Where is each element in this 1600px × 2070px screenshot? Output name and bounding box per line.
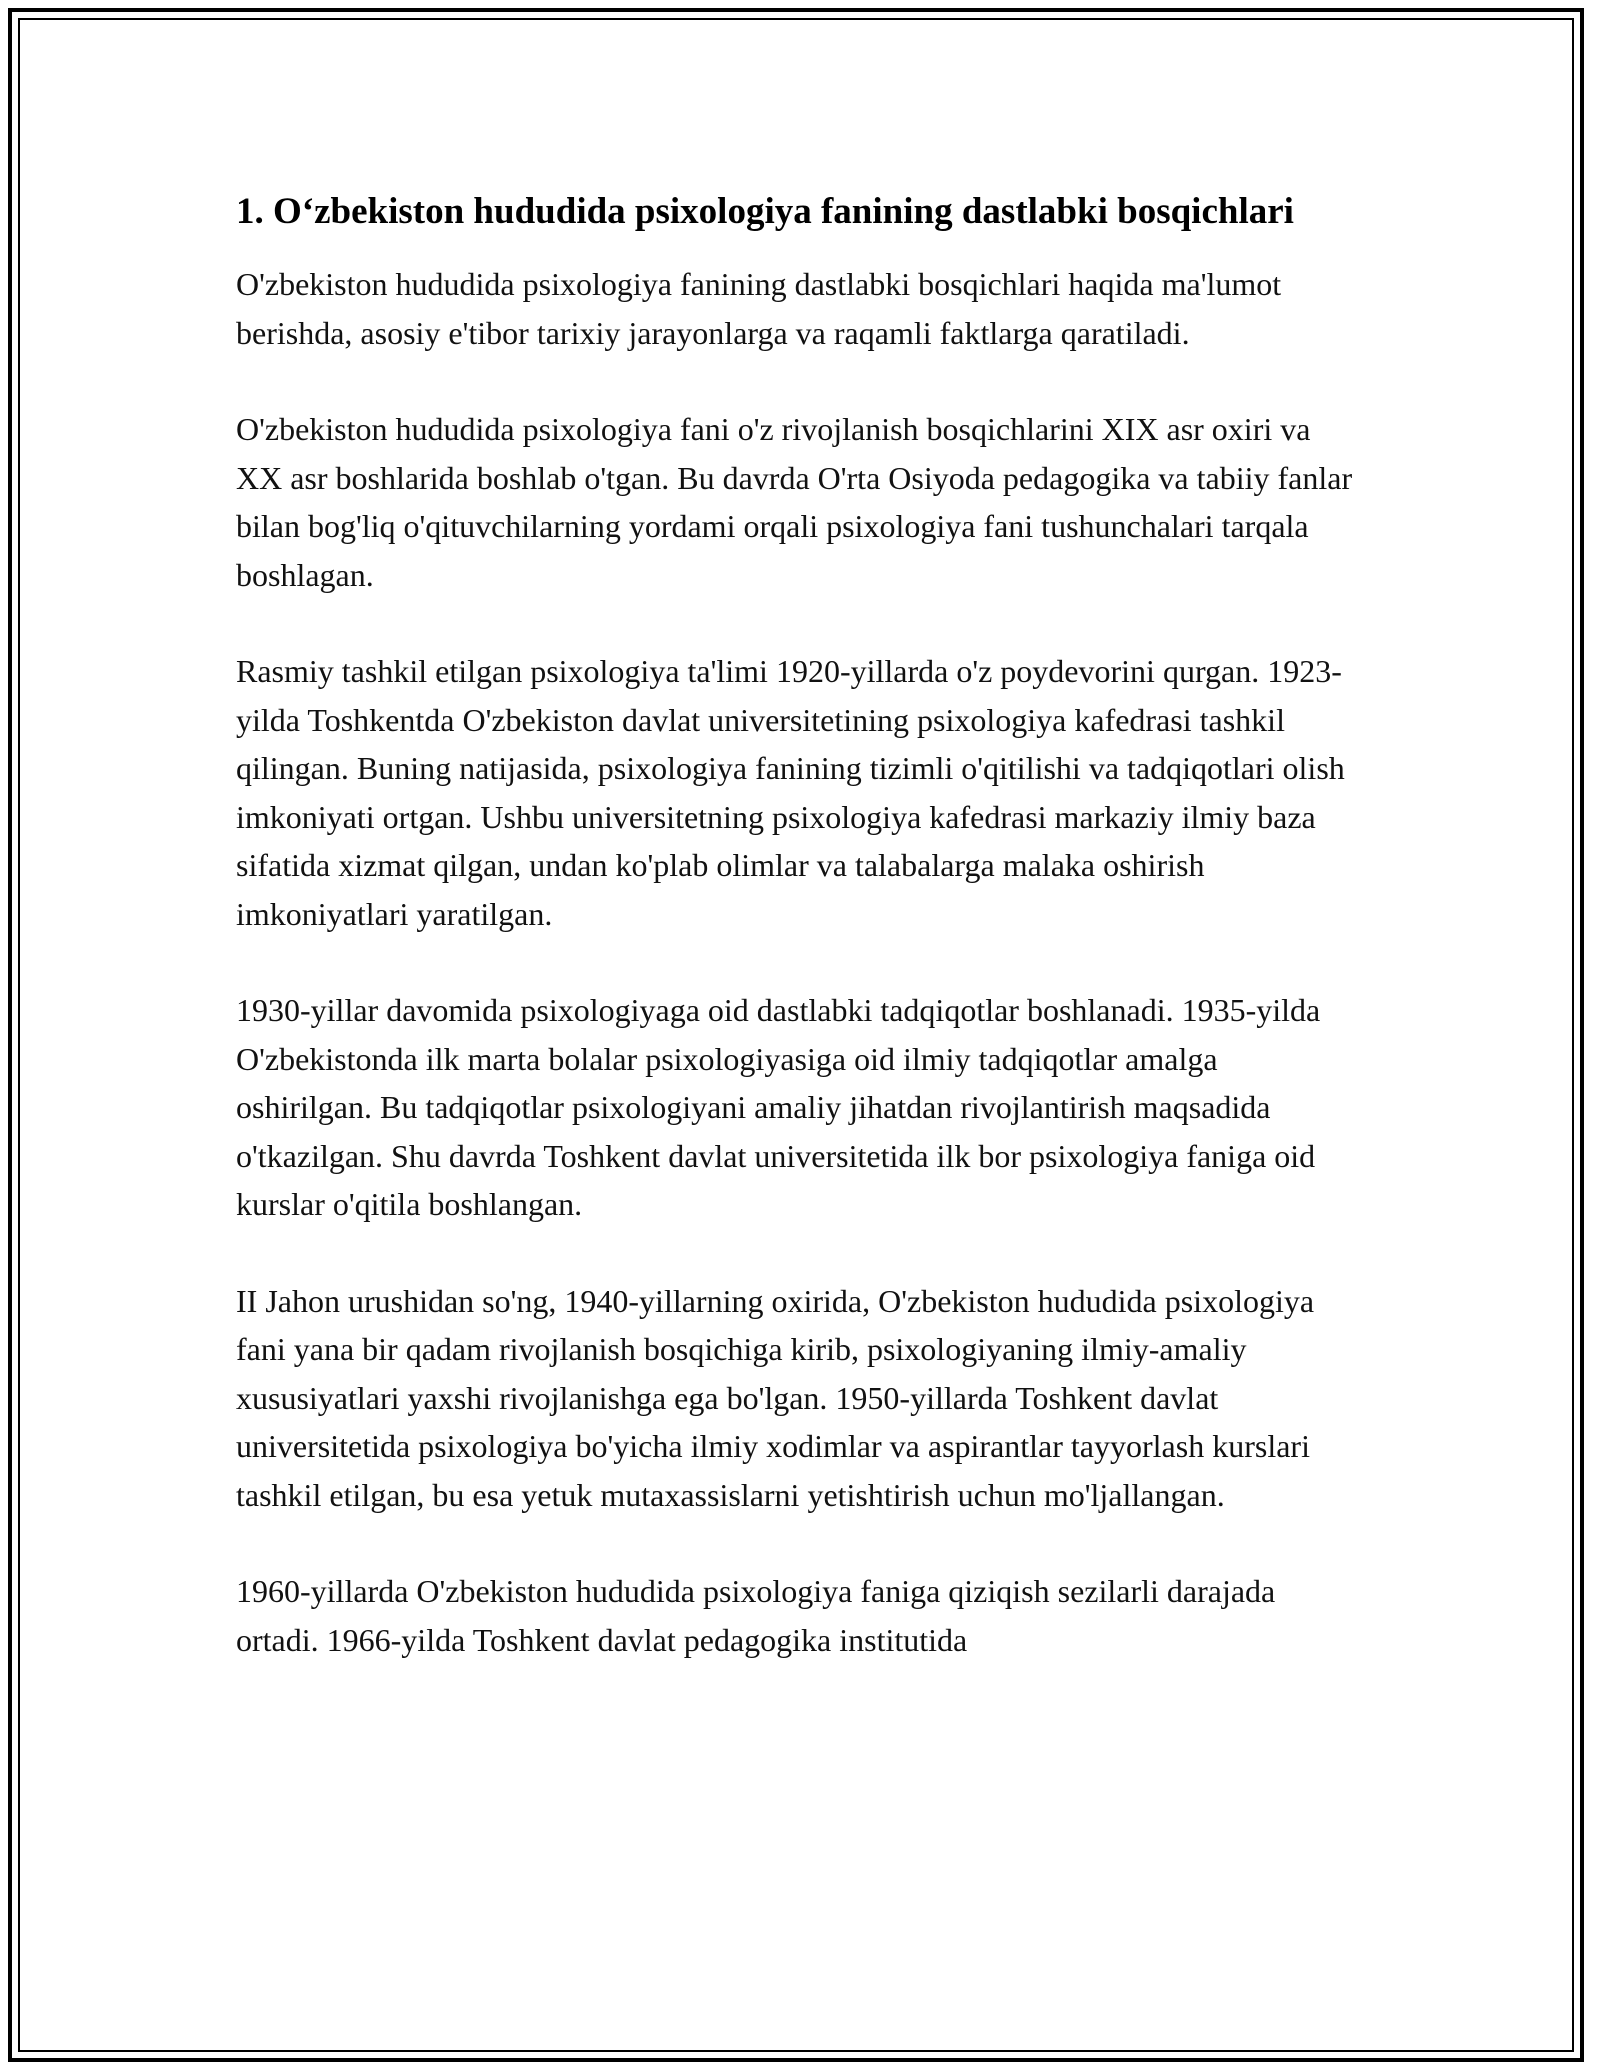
section-title: 1. Oʻzbekiston hududida psixologiya fanining dastlabki bosqichlari	[236, 191, 1294, 232]
paragraph-post-war: II Jahon urushidan so'ng, 1940-yillarning oxirida, O'zbekiston hududida psixologiya fani yana bir qadam rivojlanish bosqichiga kirib, psixologiyaning ilmiy-amaliy xususiyatlari yaxshi rivojlanishga ega bo'lgan. 1950-yillarda Toshkent davlat universitetida psixologiya bo'yicha ilmiy xodimlar va aspirantlar tayyorlash kurslari tashkil etilgan, bu esa yetuk mutaxassislarni yetishtirish uchun mo'ljallangan.	[236, 1282, 1315, 1513]
document-body	[236, 186, 1356, 1712]
paragraph-1920s: Rasmiy tashkil etilgan psixologiya ta'limi 1920-yillarda o'z poydevorini qurgan. 1923-yilda Toshkentda O'zbekiston davlat universitetining psixologiya kafedrasi tashkil qilingan. Buning natijasida, psixologiya fanining tizimli o'qitilishi va tadqiqotlari olish imkoniyati ortgan. Ushbu universitetning psixologiya kafedrasi markaziy ilmiy baza sifatida xizmat qilgan, undan ko'plab olimlar va talabalarga malaka oshirish imkoniyatlari yaratilgan.	[236, 653, 1345, 932]
paragraph-intro: O'zbekiston hududida psixologiya fanining dastlabki bosqichlari haqida ma'lumot berishda, asosiy e'tibor tarixiy jarayonlarga va raqamli faktlarga qaratiladi.	[236, 266, 1282, 351]
paragraph-1960s: 1960-yillarda O'zbekiston hududida psixologiya faniga qiziqish sezilarli darajada ortadi. 1966-yilda Toshkent davlat pedagogika institutida	[236, 1573, 1276, 1658]
paragraph-early-development: O'zbekiston hududida psixologiya fani o'z rivojlanish bosqichlarini XIX asr oxiri va XX asr boshlarida boshlab o'tgan. Bu davrda O'rta Osiyoda pedagogika va tabiiy fanlar bilan bog'liq o'qituvchilarning yordami orqali psixologiya fani tushunchalari tarqala boshlagan.	[236, 411, 1353, 593]
paragraph-1930s: 1930-yillar davomida psixologiyaga oid dastlabki tadqiqotlar boshlanadi. 1935-yilda O'zbekistonda ilk marta bolalar psixologiyasiga oid ilmiy tadqiqotlar amalga oshirilgan. Bu tadqiqotlar psixologiyani amaliy jihatdan rivojlantirish maqsadida o'tkazilgan. Shu davrda Toshkent davlat universitetida ilk bor psixologiya faniga oid kurslar o'qitila boshlangan.	[236, 992, 1321, 1222]
